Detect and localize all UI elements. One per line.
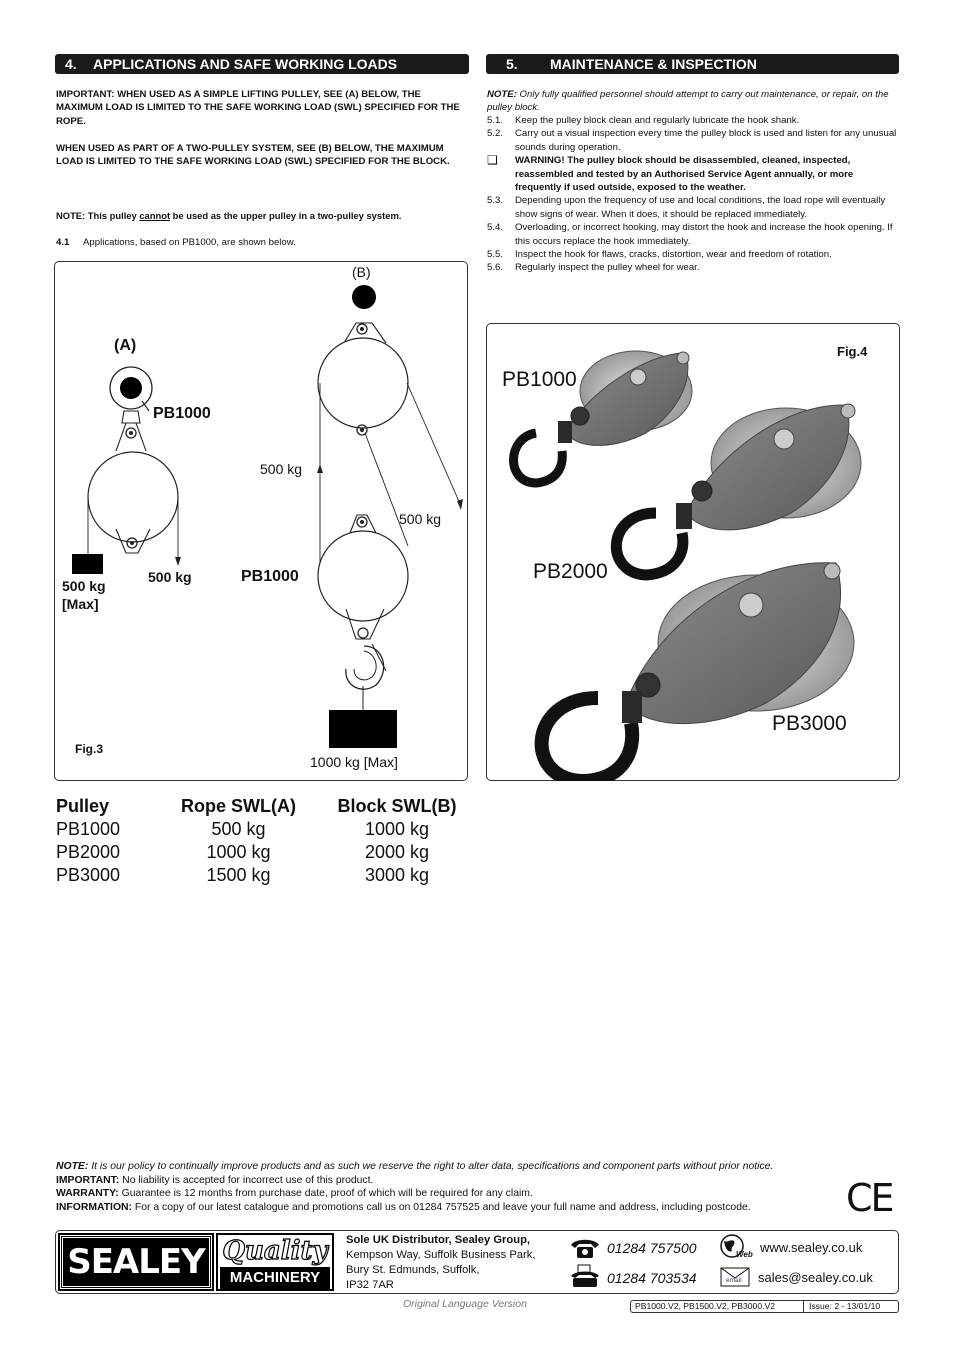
fig3-label-b: (B) [352,264,371,280]
swl-block: 3000 kg [364,865,430,885]
load-a-max: [Max] [62,596,99,612]
policy-note-label: NOTE: [56,1161,89,1172]
pulley-b [317,285,463,748]
policy-note [56,1160,896,1174]
table-row [56,819,496,842]
important-simple-pulley: IMPORTANT: WHEN USED AS A SIMPLE LIFTING PULLEY, SEE (A) BELOW, THE MAXIMUM LOAD IS LIMITED TO THE SAFE WORKING LOAD (SWL) SPECIFIED FOR THE ROPE. [56,89,460,127]
ce-mark: CE [846,1176,893,1220]
maintenance-note-label: NOTE: [487,89,517,100]
warranty-label: WARRANTY: [56,1188,119,1200]
load-a-weight: 500 kg [62,578,106,594]
list-item-number: 5.1. [487,115,504,126]
list-item [487,221,897,248]
list-item [487,248,897,261]
swl-pulley: PB2000 [56,842,121,862]
note-emphasis: cannot [139,210,171,221]
legal-notes [56,1160,896,1214]
address-line-2: Bury St. Edmunds, Suffolk, [346,1264,480,1276]
fig4-label-pb1000: PB1000 [502,368,577,391]
list-item-text: Keep the pulley block clean and regularly lubricate the hook shank. [515,115,800,126]
swl-block: 1000 kg [364,819,430,839]
section-5-heading [486,54,899,74]
fig3-load-a-right: 500 kg [148,569,192,585]
warranty-note [56,1187,896,1201]
swl-rope: 1000 kg [206,842,271,862]
section-4-title: APPLICATIONS AND SAFE WORKING LOADS [93,56,398,72]
telephone-icon [569,1237,601,1259]
phone-number[interactable]: 01284 757500 [607,1240,697,1256]
product-codes-box [630,1300,899,1313]
section-5-title: MAINTENANCE & INSPECTION [550,56,757,72]
address-line-3: IP32 7AR [346,1279,394,1291]
list-item-text: Depending upon the frequency of use and local conditions, the load rope will eventually show signs of wear. When it does, it should be replaced immediately. [515,195,886,220]
email-link[interactable]: sales@sealey.co.uk [758,1270,873,1285]
swl-pulley: PB3000 [56,865,121,885]
table-row [56,865,496,888]
swl-pulley: PB1000 [56,819,121,839]
list-item-text: Overloading, or incorrect hooking, may distort the hook and increase the hook opening. If this occurs replace the hook immediately. [515,222,893,247]
fig3-label-a: (A) [114,337,137,354]
fig3-rope-b-left: 500 kg [260,461,303,477]
important-note [56,1174,896,1188]
item-4-1 [56,236,470,249]
information-label: INFORMATION: [56,1201,132,1213]
list-item-number: 5.6. [487,262,504,274]
list-item [487,261,897,274]
policy-note-text: It is our policy to continually improve products and as such we reserve the right to alter data, specifications and component parts without prior notice. [88,1161,774,1172]
distributor-name: Sole UK Distributor, Sealey Group, [346,1234,531,1246]
website-link[interactable]: www.sealey.co.uk [760,1240,863,1255]
important-two-pulley: WHEN USED AS PART OF A TWO-PULLEY SYSTEM, SEE (B) BELOW, THE MAXIMUM LOAD IS LIMITED TO THE SAFE WORKING LOAD (SWL) SPECIFIED FOR THE BLOCK. [56,143,450,168]
list-item [487,154,897,194]
fig4-caption: Fig.4 [837,344,868,359]
list-item-text: Inspect the hook for flaws, cracks, distortion, wear and freedom of rotation. [515,249,832,261]
fig3-rope-b-right: 500 kg [399,511,442,527]
swl-header-row [56,796,496,819]
list-item [487,194,897,221]
section-5-number: 5. [506,56,518,72]
pb3000-block-image [542,563,854,781]
swl-header-pulley: Pulley [56,796,110,816]
list-item-number: 5.5. [487,249,504,261]
maintenance-note [487,88,899,115]
list-item-text: Carry out a visual inspection every time the pulley block is used and listen for any unusual sounds during operation. [515,128,897,153]
swl-header-block: Block SWL(B) [337,796,457,816]
section-4-heading [55,54,469,74]
sealey-logo [60,1235,212,1289]
fig3-model-b: PB1000 [241,568,299,585]
item-4-1-number: 4.1 [56,237,70,248]
swl-block: 2000 kg [364,842,430,862]
distributor-address [346,1233,535,1293]
list-item-number: 5.4. [487,222,504,234]
fax-number[interactable]: 01284 703534 [607,1270,697,1286]
note-pre: NOTE: This pulley [56,210,140,221]
important-text: No liability is accepted for incorrect use of this product. [119,1174,374,1186]
list-item-text: WARNING! The pulley block should be disassembled, cleaned, inspected, reassembled and tested by an Authorised Service Agent annually, or more frequently if used outside, exposed to the weather. [515,155,854,194]
list-item-number: ❑ [487,153,498,168]
maintenance-note-text: Only fully qualified personnel should attempt to carry out maintenance, or repair, on the pulley block. [487,89,889,114]
section-4-number: 4. [65,56,77,72]
important-label: IMPORTANT: [56,1174,120,1186]
quality-text: Quality [222,1236,328,1266]
quality-machinery-logo [216,1233,334,1291]
table-row [56,842,496,865]
list-item-text: Regularly inspect the pulley wheel for wear. [515,262,700,274]
sealey-logo-text: SEALEY [67,1242,205,1282]
information-text: For a copy of our latest catalogue and promotions call us on 01284 757525 and leave your full name and address, including postcode. [132,1201,751,1213]
information-note [56,1201,896,1215]
note-post: be used as the upper pulley in a two-pulley system. [170,210,402,221]
list-item-number: 5.2. [487,128,504,140]
swl-rope: 1500 kg [206,865,271,885]
fig3-model-a: PB1000 [153,405,211,422]
fig4-label-pb3000: PB3000 [772,712,847,735]
machinery-text: MACHINERY [220,1267,330,1289]
list-item [487,127,897,154]
issue-number: Issue: 2 - 13/01/10 [809,1301,881,1311]
upper-pulley-note [56,209,470,222]
pulley-a [72,367,181,574]
codes-divider [803,1301,804,1312]
fig4-label-pb2000: PB2000 [533,560,608,583]
web-icon-label: Web [736,1250,753,1259]
email-icon-label: email [726,1277,742,1284]
fig3-load-a-left [62,577,106,613]
list-item-number: 5.3. [487,195,504,207]
swl-header-rope: Rope SWL(A) [181,796,296,816]
warranty-text: Guarantee is 12 months from purchase date, proof of which will be required for any claim. [118,1188,533,1200]
item-4-1-text: Applications, based on PB1000, are shown below. [83,237,296,248]
swl-table [56,796,496,888]
fax-icon [569,1264,601,1288]
list-item [487,114,897,127]
address-line-1: Kempson Way, Suffolk Business Park, [346,1249,536,1261]
maintenance-list [487,114,897,275]
swl-rope: 500 kg [211,819,266,839]
language-version: Original Language Version [403,1298,527,1310]
product-codes: PB1000.V2, PB1500.V2, PB3000.V2 [635,1301,775,1311]
fig3-caption: Fig.3 [75,742,104,756]
fig3-load-b: 1000 kg [Max] [310,754,398,770]
